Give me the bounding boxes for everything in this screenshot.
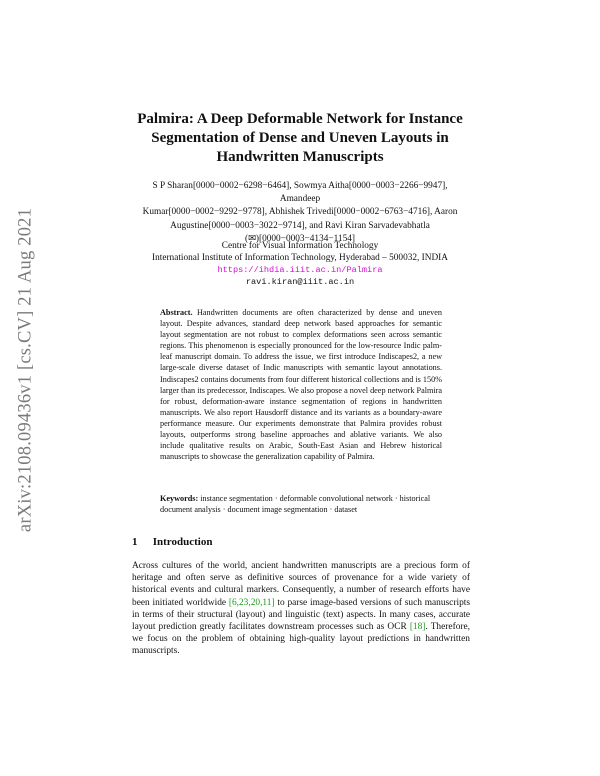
authors-line: (✉)[0000−0003−4134−1154] <box>245 233 355 244</box>
affiliation-institute: International Institute of Information Technology, Hyderabad – 500032, INDIA <box>152 253 448 263</box>
abstract-label: Abstract. <box>160 308 193 317</box>
authors-line: Augustine[0000−0003−3022−9714], and Ravi Kiran Sarvadevabhatla <box>170 220 430 231</box>
paper-title: Palmira: A Deep Deformable Network for Instance Segmentation of Dense and Uneven Layouts in Handwritten Manuscripts <box>137 111 463 165</box>
abstract <box>160 307 442 462</box>
section-title: Introduction <box>152 536 213 548</box>
citation-link[interactable]: [18] <box>409 622 426 633</box>
citation-link[interactable]: [6,23,20,11] <box>228 597 275 608</box>
arxiv-identifier: arXiv:2108.09436v1 [cs.CV] 21 Aug 2021 <box>15 207 36 533</box>
author-block <box>140 180 460 246</box>
authors-line: Kumar[0000−0002−9292−9778], Abhishek Trivedi[0000−0002−6763−4716], Aaron <box>142 207 458 218</box>
project-url-link[interactable]: https://ihdia.iiit.ac.in/Palmira <box>217 265 383 275</box>
section-number: 1 <box>132 536 138 548</box>
affiliation-centre: Centre for Visual Information Technology <box>221 241 379 251</box>
authors-line: S P Sharan[0000−0002−6298−6464], Sowmya Aitha[0000−0003−2266−9947], Amandeep <box>152 181 448 205</box>
intro-paragraph <box>132 560 470 658</box>
contact-email: ravi.kiran@iiit.ac.in <box>245 277 355 287</box>
keywords-label: Keywords: <box>160 494 199 503</box>
arxiv-sidebar <box>6 140 46 600</box>
intro-text-part: . Therefore, we focus on the problem of obtaining high-quality layout predictions in handwritten manuscripts. <box>132 622 471 657</box>
keywords-text: instance segmentation · deformable convolutional network · historical document analysis · document image segmentation · dataset <box>160 494 431 515</box>
affiliation-block <box>140 240 460 288</box>
intro-text-part: Across cultures of the world, ancient handwritten manuscripts are a precious form of heritage and often serve as definitive sources of provenance for a wide variety of historical events and cultural markers. Consequently, a number of research efforts have been initiated worldwide <box>132 561 470 608</box>
section-heading <box>132 536 472 548</box>
keywords <box>160 493 442 515</box>
abstract-text: Handwritten documents are often characterized by dense and uneven layout. Despite advances, standard deep network based approaches for semantic layout segmentation are not robust to complex deformations seen across semantic regions. This phenomenon is especially pronounced for the low-resource Indic palm-leaf manuscript domain. To address the issue, we first introduce Indiscapes2, a new large-scale diverse dataset of Indic manuscripts with semantic layout annotations. Indiscapes2 contains documents from four different historical collections and is 150% larger than its predecessor, Indiscapes. We also propose a novel deep network Palmira for robust, deformation-aware instance segmentation of regions in handwritten manuscripts. We also report Hausdorff distance and its variants as a boundary-aware performance measure. Our experiments demonstrate that Palmira provides robust layouts, outperforms strong baseline approaches and ablative variants. We also include qualitative results on Arabic, South-East Asian and Hebrew historical manuscripts to showcase the generalization capability of Palmira. <box>160 308 442 462</box>
intro-text-part: to parse image-based versions of such manuscripts in terms of their structural (layout) and linguistic (text) aspects. In many cases, accurate layout prediction greatly facilitates downstream processes such as OCR <box>132 597 471 633</box>
